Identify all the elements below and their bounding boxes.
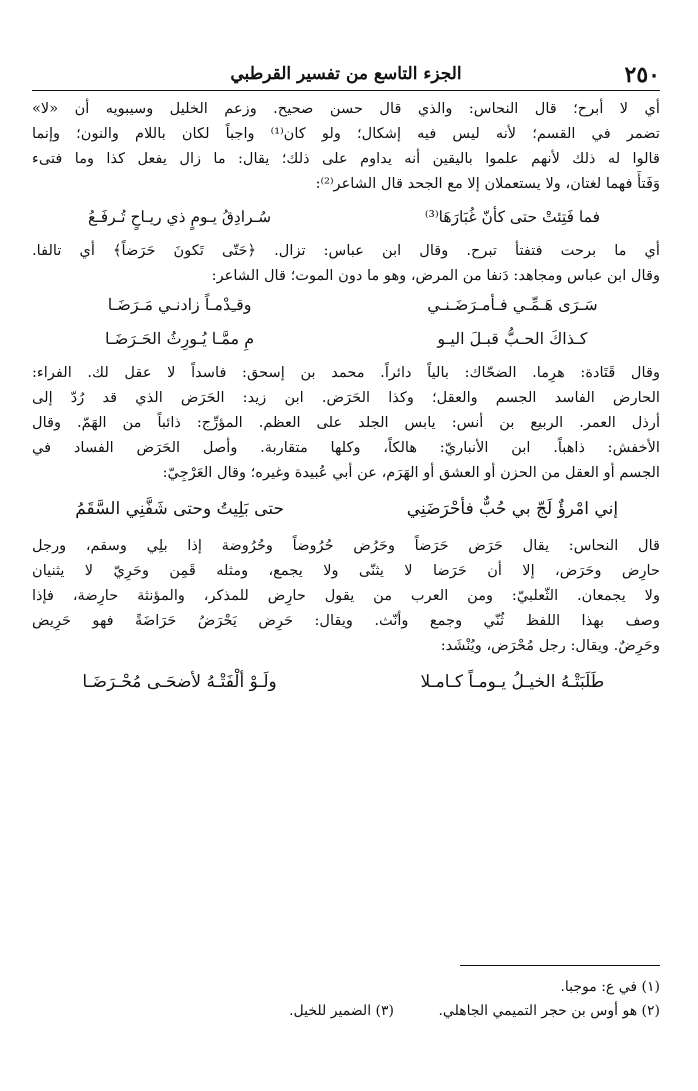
footnotes bbox=[32, 975, 660, 1023]
text-line: حارِض وحَرَض، إلا أن حَرَضا لا يثنّى ولا يجمع، ومثله قَمِن وحَرِيّ لا يثنيان bbox=[32, 562, 660, 579]
text-line: قالوا له ذلك لأنهم علموا باليقين أنه يداوم على ذلك؛ يقال: ما زال يفعل كذا وما فتىء bbox=[32, 150, 660, 167]
footnote: (١) في ع: موجبا. bbox=[560, 979, 660, 995]
verse-second-hemistich: ولَـوْ ألْفَتْـهُ لأضحَـى مُحْـرَضَـا bbox=[82, 672, 277, 692]
poetry-verse bbox=[32, 322, 660, 356]
text-line: الجسم أو العقل من الحزن أو العشق أو الهَرَم، عن أبي عُبيدة وغيره؛ وقال العَرْجِيّ: bbox=[162, 464, 660, 481]
verse-second-hemistich: مِ ممَّـا يُـورِثُ الحَـرَضَـا bbox=[105, 329, 255, 348]
body-text bbox=[32, 96, 660, 702]
verse-first-hemistich: كـذاكَ الحـبُّ قبـلَ اليـو bbox=[437, 329, 588, 348]
verse-first-hemistich: إني امْرؤٌ لَجّ بي حُبٌّ فأحْرَضَنِي bbox=[406, 499, 619, 519]
text-line: أرذل العمر. الربيع بن أنس: يابس الجلد على العظم. المؤرِّج: ذائباً من الهَمّ. وقال bbox=[32, 414, 660, 431]
poetry-verse bbox=[32, 662, 660, 702]
page-header bbox=[32, 60, 660, 91]
poetry-verse bbox=[32, 200, 660, 234]
text-line: وحَرِضٌ. ويقال: رجل مُحْرَض، ويُنْشَد: bbox=[440, 637, 660, 654]
text-line: وَفَتأَ فهما لغتان، ولا يستعملان إلا مع الجحد قال الشاعر⁽²⁾: bbox=[315, 175, 660, 192]
text-line: وصف بهذا اللفظ ثُنّي وجمع وأنّث. ويقال: حَرِض يَحْرَضُ حَرَاضَةً فهو حَرِيض bbox=[32, 612, 660, 629]
text-line: الحارض الفاسد الجسم والعقل؛ وكذا الحَرَض. ابن زيد: الحَرَض الذي قد رُدّ إلى bbox=[32, 389, 660, 406]
verse-second-hemistich: سُـرادِقُ يـومٍ ذي ريـاحٍ تُـرفَـعُ bbox=[87, 208, 272, 226]
verse-first-hemistich: سَـرَى هَـمِّـي فـأمـرَضَـنـي bbox=[427, 295, 598, 314]
text-line: وقال قَتَادة: هرِما. الضحّاك: بالياً دائراً. محمد بن إسحق: فاسداً لا عقل لك. الفراء: bbox=[32, 364, 660, 381]
poetry-verse bbox=[32, 489, 660, 529]
footnote-row bbox=[32, 999, 660, 1023]
footnote: (٢) هو أوس بن حجر التميمي الجاهلي. bbox=[438, 1003, 660, 1019]
text-line: أي ما برحت فتفتأ تبرح. وقال ابن عباس: تزال. ﴿حَتّى تَكونَ حَرَضاً﴾ أي تالفا. bbox=[32, 242, 660, 259]
text-line: الأخفش: ذاهباً. ابن الأنباريّ: هالكاً، وكلها متقاربة. وأصل الحَرَض الفساد في bbox=[32, 439, 660, 456]
footnote: (٣) الضمير للخيل. bbox=[289, 1003, 394, 1019]
verse-first-hemistich: طَلَبَتْـهُ الخيـلُ يـومـاً كـامـلا bbox=[420, 672, 605, 692]
text-line: قال النحاس: يقال حَرَض حَرَضاً وحَرُض حُرُوضاً وحُرُوضة إذا بلِي وسقم، ورجل bbox=[32, 537, 660, 554]
footnote-divider bbox=[460, 965, 660, 966]
text-line: ولا يجمعان. الثّعلبيّ: ومن العرب من يقول حارِض للمذكر، والمؤنثة حارِضة، فإذا bbox=[32, 587, 660, 604]
book-page bbox=[32, 0, 660, 1091]
text-line: وقال ابن عباس ومجاهد: دَنفا من المرض، وهو ما دون الموت؛ قال الشاعر: bbox=[211, 267, 660, 284]
text-line: أي لا أبرح؛ قال النحاس: والذي قال حسن صحيح. وزعم الخليل وسيبويه أن «لا» bbox=[32, 100, 660, 117]
verse-second-hemistich: وقـِدْمـاً زادنـي مَـرَضَـا bbox=[107, 295, 252, 314]
running-title: الجزء التاسع من تفسير القرطبي bbox=[230, 64, 462, 84]
verse-second-hemistich: حتى بَلِيتُ وحتى شَفَّنِي السَّقَمُ bbox=[75, 499, 284, 519]
verse-first-hemistich: فما فَتِئتْ حتى كأنّ غُبَارَهَا⁽³⁾ bbox=[424, 208, 601, 226]
page-number: ٢٥٠ bbox=[624, 62, 660, 88]
text-line: تضمر في القسم؛ لأنه ليس فيه إشكال؛ ولو كان⁽¹⁾ واجباً لكان باللام والنون؛ وإنما bbox=[32, 125, 660, 142]
poetry-verse bbox=[32, 288, 660, 322]
